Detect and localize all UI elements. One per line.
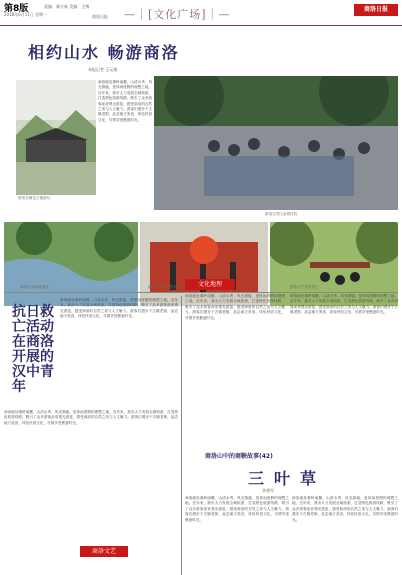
culture-serial-title: 商洛山中的商鞅故事(42) [205,453,273,460]
caption-4: 游客在漫川关观看演出 [148,285,184,289]
culture-text-2: 商洛地处秦岭南麓，山清水秀，风光旖旎，是休闲度假的理想之地。近年来，我市大力发展全域旅游，打造特色旅游线路，吸引了众多游客前来观光游览，感受商洛的自然之美与人文魅力。游客们漫步于古镇老街，品尝地方美食，体验民俗文化，尽情享受惬意时光。 [290,294,398,315]
photo-river [4,222,138,306]
editors-line: 责编：郝方新 美编：王博 [44,4,90,9]
section-divider [4,292,398,293]
caption-5: 游客在牛背梁景区 [290,285,319,289]
feature-author: 本报记者 王元婧 [88,67,118,72]
caption-1: 游客在棣花古镇游玩 [18,196,51,200]
page-number: 第8版 [4,4,29,14]
antijapan-text-2: 商洛地处秦岭南麓，山清水秀，风光旖旎，是休闲度假的理想之地。近年来，我市大力发展全域旅游，打造特色旅游线路，吸引了众多游客前来观光游览，感受商洛的自然之美与人文魅力。游客们漫步于古镇老街，品尝地方美食，体验民俗文化，尽情享受惬意时光。 [4,410,178,425]
culture-badge: 文化地理 [185,279,235,290]
essay-title: 三叶草 [248,469,327,488]
section-title: —｜[文化广场]｜— [124,8,231,21]
culture-text-1: 商洛地处秦岭南麓，山清水秀，风光旖旎，是休闲度假的理想之地。近年来，我市大力发展全域旅游，打造特色旅游线路，吸引了众多游客前来观光游览，感受商洛的自然之美与人文魅力。游客们漫步于古镇老街，品尝地方美食，体验民俗文化，尽情享受惬意时光。 [185,294,285,320]
essay-text-1: 商洛地处秦岭南麓，山清水秀，风光旖旎，是休闲度假的理想之地。近年来，我市大力发展全域旅游，打造特色旅游线路，吸引了众多游客前来观光游览，感受商洛的自然之美与人文魅力。游客们漫步于古镇老街，品尝地方美食，体验民俗文化，尽情享受惬意时光。 [185,496,289,522]
publish-date: 2018年6月11日 星期一 [4,12,48,17]
antijapan-title: 抗日救亡活动在商洛开展的汉中青年 [12,304,54,395]
caption-3: 游客在金丝峡漂流 [20,285,49,289]
photo-crowd [154,76,398,210]
paper-name: 商洛日报 [92,14,108,19]
antijapan-text-1: 商洛地处秦岭南麓，山清水秀，风光旖旎，是休闲度假的理想之地。近年来，我市大力发展全域旅游，打造特色旅游线路，吸引了众多游客前来观光游览，感受商洛的自然之美与人文魅力。游客们漫步于古镇老街，品尝地方美食，体验民俗文化，尽情享受惬意时光。 [60,298,178,319]
feature-text-1: 商洛地处秦岭南麓，山清水秀，风光旖旎，是休闲度假的理想之地。近年来，我市大力发展全域旅游，打造特色旅游线路，吸引了众多游客前来观光游览，感受商洛的自然之美与人文魅力。游客们漫步于古镇老街，品尝地方美食，体验民俗文化，尽情享受惬意时光。 [98,80,152,122]
feature-title: 相约山水 畅游商洛 [28,43,180,62]
column-divider [181,296,182,575]
essay-text-2: 商洛地处秦岭南麓，山清水秀，风光旖旎，是休闲度假的理想之地。近年来，我市大力发展全域旅游，打造特色旅游线路，吸引了众多游客前来观光游览，感受商洛的自然之美与人文魅力。游客们漫步于古镇老街，品尝地方美食，体验民俗文化，尽情享受惬意时光。 [292,496,398,522]
literature-badge: 商洛文艺 [80,546,128,557]
caption-2: 游客在景区参观体验 [265,212,298,216]
essay-author: 李建军 [262,488,274,493]
paper-logo: 商洛日报 [354,4,398,16]
photo-village [16,80,96,195]
